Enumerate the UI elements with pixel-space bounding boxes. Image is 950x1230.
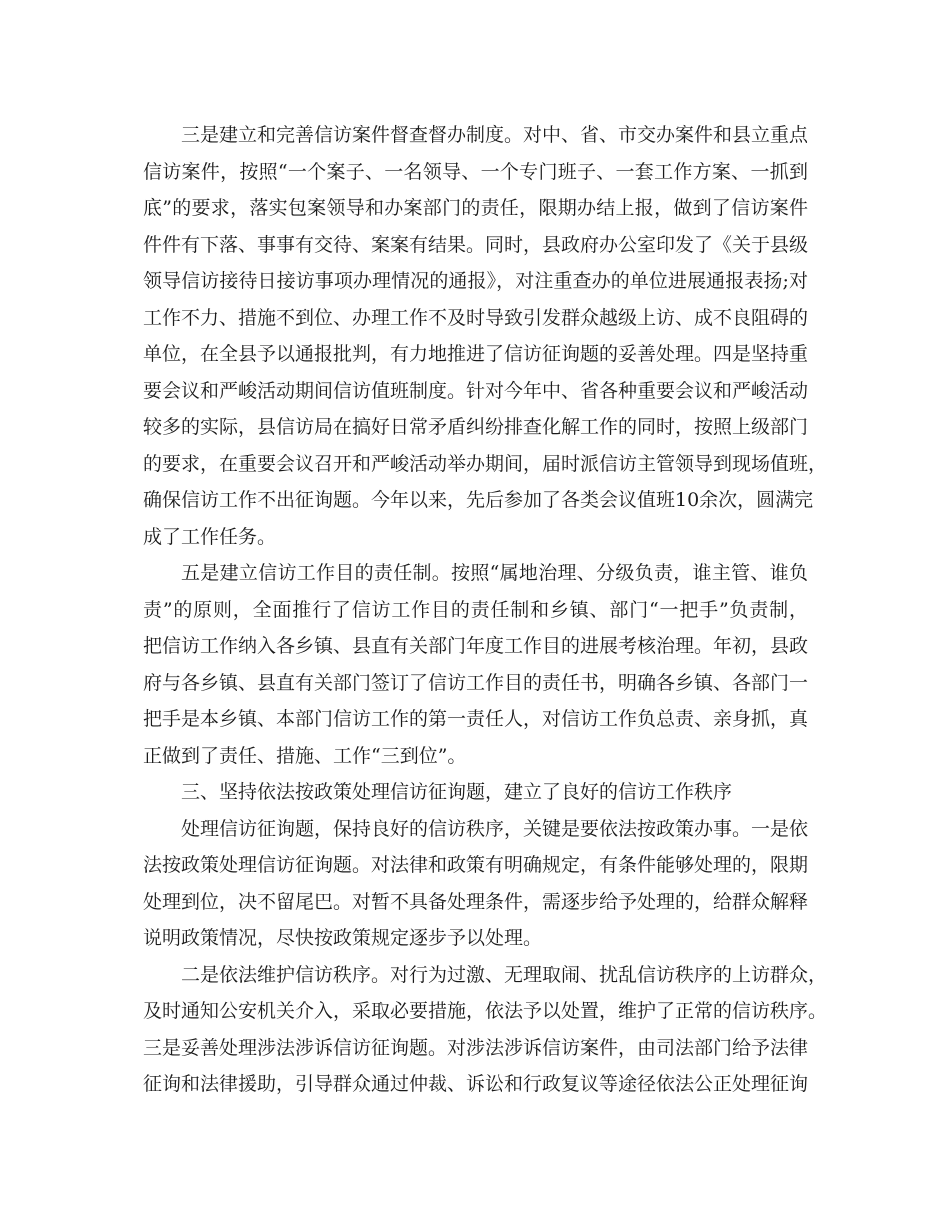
text-line: 及时通知公安机关介入，采取必要措施，依法予以处置，维护了正常的信访秩序。 <box>143 1000 828 1022</box>
text-line: 成了工作任务。 <box>143 525 277 548</box>
body-text <box>143 117 828 1103</box>
text-line: 处理信访征询题，保持良好的信访秩序，关键是要依法按政策办事。一是依 <box>181 817 809 840</box>
text-line: 把手是本乡镇、本部门信访工作的第一责任人，对信访工作负总责、亲身抓，真 <box>143 708 809 730</box>
text-line: 件件有下落、事事有交待、案案有结果。同时，县政府办公室印发了《关于县级 <box>143 233 809 256</box>
text-line: 责”的原则，全面推行了信访工作目的责任制和乡镇、部门“一把手”负责制， <box>143 598 808 621</box>
text-line: 把信访工作纳入各乡镇、县直有关部门年度工作目的进展考核治理。年初，县政 <box>143 635 809 657</box>
text-line: 底”的要求，落实包案领导和办案部门的责任，限期办结上报，做到了信访案件 <box>143 197 808 219</box>
text-line: 二是依法维护信访秩序。对行为过激、无理取闹、扰乱信访秩序的上访群众， <box>181 963 828 986</box>
text-line: 单位，在全县予以通报批判，有力地推进了信访征询题的妥善处理。四是坚持重 <box>143 343 809 365</box>
text-line: 三是建立和完善信访案件督查督办制度。对中、省、市交办案件和县立重点 <box>181 124 809 146</box>
text-line: 较多的实际，县信访局在搞好日常矛盾纠纷排查化解工作的同时，按照上级部门 <box>143 416 809 438</box>
text-line: 府与各乡镇、县直有关部门签订了信访工作目的责任书，明确各乡镇、各部门一 <box>143 671 809 694</box>
text-line: 五是建立信访工作目的责任制。按照“属地治理、分级负责，谁主管、谁负 <box>181 562 808 584</box>
text-line: 信访案件，按照“一个案子、一名领导、一个专门班子、一套工作方案、一抓到 <box>143 160 808 183</box>
text-line: 的要求，在重要会议召开和严峻活动举办期间，届时派信访主管领导到现场值班， <box>143 452 828 475</box>
text-line: 要会议和严峻活动期间信访值班制度。针对今年中、省各种重要会议和严峻活动 <box>143 379 809 402</box>
text-line: 法按政策处理信访征询题。对法律和政策有明确规定，有条件能够处理的，限期 <box>143 854 809 876</box>
text-line: 领导信访接待日接访事项办理情况的通报》，对注重查办的单位进展通报表扬;对 <box>143 270 808 292</box>
text-line: 确保信访工作不出征询题。今年以来，先后参加了各类会议值班10余次，圆满完 <box>143 489 814 511</box>
text-line: 正做到了责任、措施、工作“三到位”。 <box>143 744 467 767</box>
text-line: 工作不力、措施不到位、办理工作不及时导致引发群众越级上访、成不良阻碍的 <box>143 306 809 329</box>
text-line: 说明政策情况，尽快按政策规定逐步予以处理。 <box>143 927 543 949</box>
text-line: 处理到位，决不留尾巴。对暂不具备处理条件，需逐步给予处理的，给群众解释 <box>143 890 809 913</box>
text-line: 征询和法律援助，引导群众通过仲裁、诉讼和行政复议等途径依法公正处理征询 <box>143 1073 809 1095</box>
section-heading: 三、坚持依法按政策处理信访征询题，建立了良好的信访工作秩序 <box>181 781 733 803</box>
text-line: 三是妥善处理涉法涉诉信访征询题。对涉法涉诉信访案件，由司法部门给予法律 <box>143 1036 809 1059</box>
